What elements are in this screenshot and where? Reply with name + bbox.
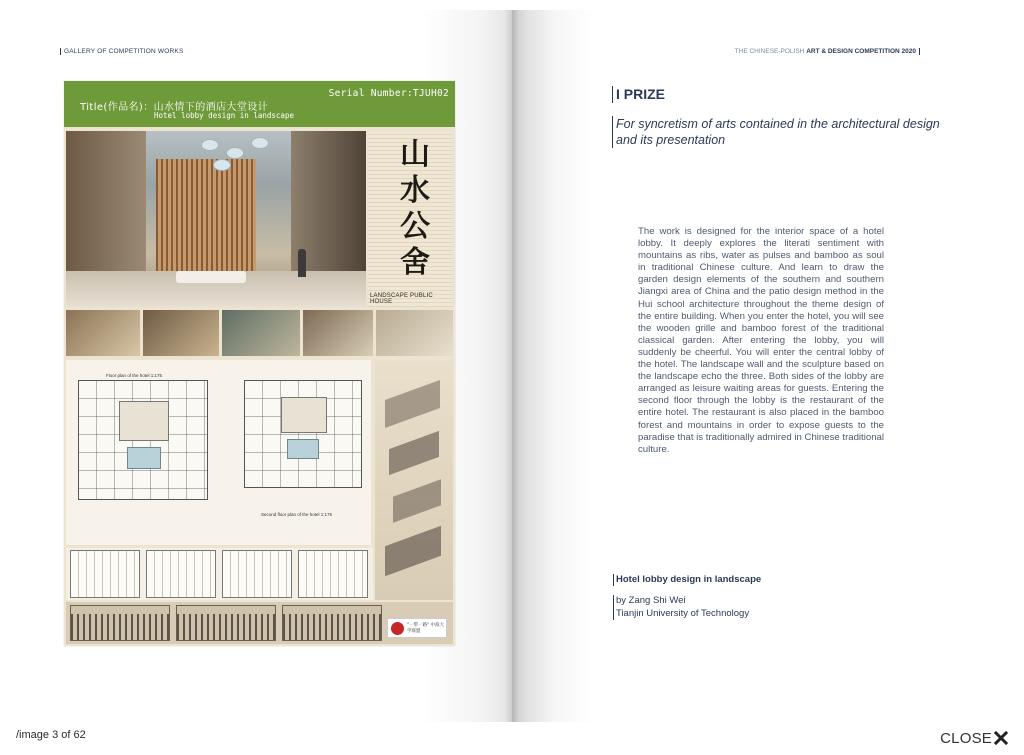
elevation-slats — [71, 614, 169, 640]
section-drawing — [146, 550, 216, 598]
work-affiliation: Tianjin University of Technology — [613, 608, 913, 621]
running-head-title: ART & DESIGN COMPETITION 2020 — [806, 48, 916, 55]
elevation-drawing — [176, 605, 276, 641]
rendering-sofa — [176, 271, 246, 283]
rendering-lantern — [213, 159, 231, 171]
detail-thumbnail — [376, 310, 453, 356]
elevation-drawing — [282, 605, 382, 641]
logo-text: "一带一路" 中波大学联盟 — [407, 623, 445, 634]
rendering-lantern — [251, 137, 269, 149]
section-drawing — [70, 550, 140, 598]
right-running-head — [735, 48, 920, 55]
poster-subtitle: Hotel lobby design in landscape — [154, 111, 294, 120]
poster-banner — [64, 81, 455, 127]
elevation-drawing — [70, 605, 170, 641]
poster-title: Title(作品名)：山水情下的酒店大堂设计 — [80, 102, 269, 113]
rendering-wooden-grille — [156, 159, 256, 279]
close-x-icon — [994, 731, 1008, 745]
calligraphy-caption: LANDSCAPE PUBLIC HOUSE — [370, 293, 433, 305]
prize-block — [612, 86, 942, 148]
plan-pool — [287, 439, 319, 459]
university-logo — [387, 618, 447, 638]
section-drawing — [298, 550, 368, 598]
plan-core — [281, 397, 327, 433]
work-title: Hotel lobby design in landscape — [613, 574, 913, 586]
axo-block — [385, 526, 441, 576]
rendering-lantern — [201, 139, 219, 151]
elevation-slats — [283, 614, 381, 640]
section-drawing — [222, 550, 292, 598]
work-description: The work is designed for the interior space of a hotel lobby. It deeply explores the literati sentiment with mountains as ribs, water as pulses and bamboo as soul in traditional Chinese culture. And learn to draw the garden design elements of the southern and southern Jiangxi area of China and the patio design method in the Hui school architecture throughout the theme design of the entire building. When you enter the hotel, you will see the wooden grille and bamboo forest of the traditional classical garden. After entering the lobby, you will suddenly be cheerful. You will enter the central lobby of the hotel. The landscape wall and the sculpture based on the landscape echo the three. Both sides of the lobby are arranged as leisure waiting areas for guests. Entering the second floor through the lobby is the restaurant of the entire hotel. The restaurant is also placed in the bamboo forest and mountains in order to expose guests to the paradise that is traditionally admired in Chinese traditional culture. — [638, 226, 884, 455]
prize-reason: For syncretism of arts contained in the architectural design and its presentation — [612, 116, 942, 148]
detail-thumbnail — [143, 310, 219, 356]
detail-thumbnail — [222, 310, 300, 356]
competition-poster-image — [64, 81, 455, 646]
axo-block — [393, 479, 441, 522]
close-button[interactable] — [940, 728, 1008, 748]
poster-serial-number: Serial Number:TJUH02 — [328, 88, 449, 99]
axonometric-diagram — [375, 360, 453, 600]
left-page — [0, 10, 512, 722]
book-gutter — [505, 10, 519, 722]
calligraphy-panel — [368, 131, 453, 307]
second-floor-plan — [244, 380, 362, 488]
section-drawings — [66, 548, 373, 600]
plan-core — [119, 401, 169, 441]
first-floor-plan — [78, 380, 208, 500]
detail-thumbnails — [66, 310, 453, 356]
close-label: CLOSE — [940, 729, 992, 747]
plan-label: Second floor plan of the hotel 1:175 — [261, 512, 333, 517]
lobby-rendering — [66, 131, 366, 307]
elevation-drawings — [66, 602, 453, 644]
detail-thumbnail — [303, 310, 373, 356]
axo-block — [389, 431, 439, 475]
rendering-lantern — [226, 147, 244, 159]
running-head-prefix: THE CHINESE-POLISH — [734, 48, 805, 55]
logo-mark-icon — [391, 622, 404, 635]
detail-thumbnail — [66, 310, 140, 356]
work-credit — [613, 574, 913, 620]
prize-title: I PRIZE — [612, 86, 942, 103]
floor-plans — [66, 360, 371, 545]
axo-block — [385, 380, 440, 428]
image-counter: /image 3 of 62 — [16, 729, 86, 741]
plan-pool — [127, 447, 161, 469]
left-running-head: GALLERY OF COMPETITION WORKS — [60, 48, 184, 55]
elevation-slats — [177, 614, 275, 640]
plan-label: Floor plan of the hotel 1:175 — [106, 373, 163, 378]
rendering-figure — [298, 249, 306, 277]
calligraphy-text: 山水公舍 — [400, 137, 430, 280]
work-author: by Zang Shi Wei — [613, 595, 913, 608]
